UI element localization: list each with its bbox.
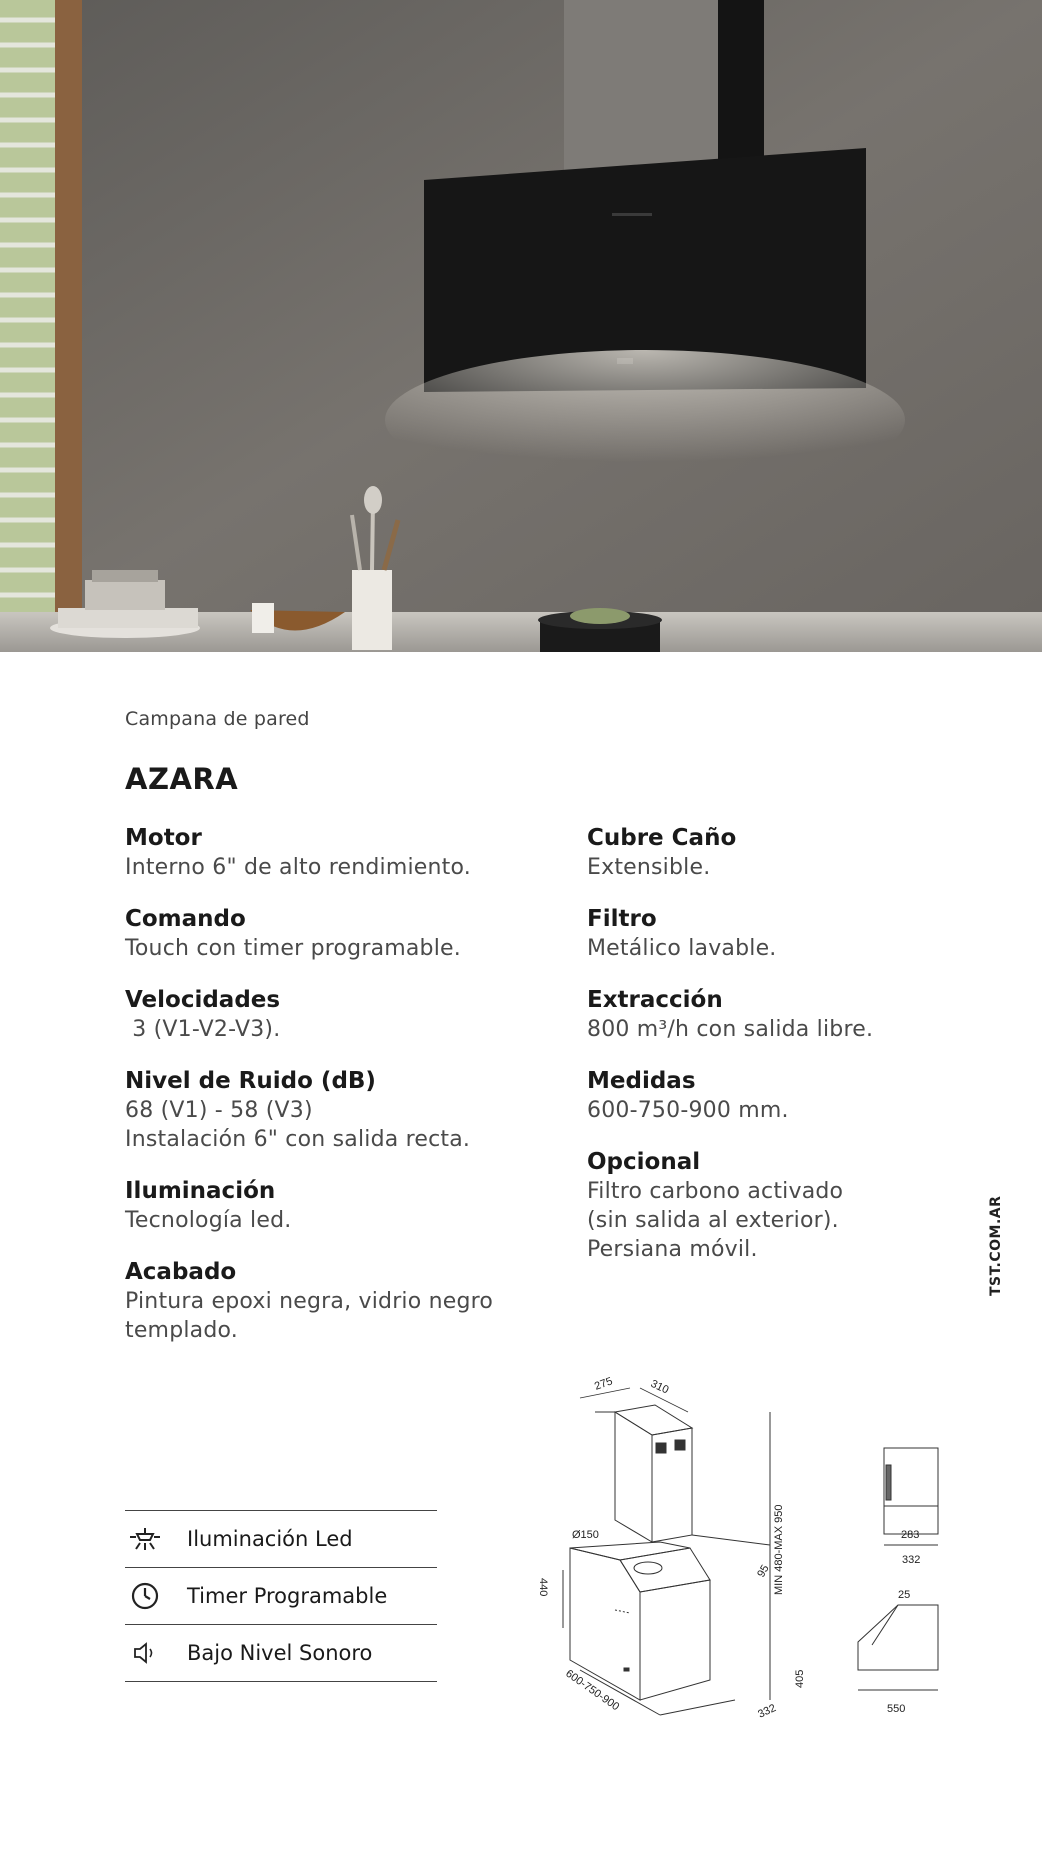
dim-label: 405 [794,1669,806,1688]
dim-label: 440 [537,1578,549,1597]
spec-acabado [125,1258,545,1345]
spec-label: Comando [125,906,246,932]
dim-label: 600-750-900 [563,1667,622,1714]
spec-nivel-ruido [125,1067,545,1154]
feature-item [125,1568,437,1625]
spec-value: 600-750-900 mm. [587,1098,789,1123]
spec-value: Tecnología led. [125,1208,292,1233]
spec-value: Instalación 6" con salida recta. [125,1127,471,1152]
spec-filtro [587,905,1007,963]
hood-side [640,1580,710,1700]
dim-label: 310 [648,1377,671,1397]
product-category: Campana de pared [125,708,310,730]
spec-extraccion [587,986,1007,1044]
spec-value: 3 (V1-V2-V3). [125,1017,281,1042]
chimney-front [615,1412,652,1542]
spec-value: templado. [125,1318,238,1343]
spec-value: Extensible. [587,855,711,880]
spec-value: 800 m³/h con salida libre. [587,1017,874,1042]
feature-label: Timer Programable [187,1584,388,1608]
feature-item [125,1511,437,1568]
spec-medidas [587,1067,1007,1125]
feature-list [125,1510,437,1682]
lamp-icon [125,1523,165,1555]
spec-value: Interno 6" de alto rendimiento. [125,855,471,880]
spec-label: Cubre Caño [587,825,737,851]
spec-column-left [125,824,545,1368]
dim-label: 275 [592,1375,615,1393]
spec-value: 68 (V1) - 58 (V3) [125,1098,313,1123]
dim-label: 95 [755,1562,772,1580]
dim-label: 25 [898,1589,911,1601]
spec-value: Filtro carbono activado [587,1179,844,1204]
spec-label: Extracción [587,987,723,1013]
product-title: AZARA [125,762,239,796]
side-view-top [884,1448,938,1534]
spec-column-right [587,824,1007,1287]
spec-label: Nivel de Ruido (dB) [125,1068,376,1094]
dim-label: MIN 480-MAX 950 [773,1504,785,1595]
dim-label: 283 [901,1529,920,1541]
spec-value: Touch con timer programable. [125,936,461,961]
dim-label: 550 [887,1703,906,1715]
spec-label: Medidas [587,1068,696,1094]
spec-opcional [587,1148,1007,1264]
spec-velocidades [125,986,545,1044]
clock-icon [125,1580,165,1612]
dim-label: Ø150 [572,1529,599,1541]
side-view-profile [858,1605,938,1670]
website-url: TST.COM.AR [988,1195,1004,1296]
spec-value: Pintura epoxi negra, vidrio negro [125,1289,494,1314]
spec-motor [125,824,545,882]
spec-label: Motor [125,825,202,851]
spec-label: Opcional [587,1149,701,1175]
dim-label: 332 [902,1554,921,1566]
spec-value: Metálico lavable. [587,936,777,961]
spec-iluminacion [125,1177,545,1235]
spec-comando [125,905,545,963]
hood-upper [620,1548,710,1592]
kitchen-photo [0,0,1042,652]
dim-label: 332 [756,1702,778,1721]
spec-label: Velocidades [125,987,281,1013]
dimension-drawing [520,1370,960,1740]
spec-label: Acabado [125,1259,237,1285]
spec-label: Iluminación [125,1178,276,1204]
spec-value: (sin salida al exterior). [587,1208,839,1233]
feature-label: Bajo Nivel Sonoro [187,1641,373,1665]
hero-photo [0,0,1042,652]
speaker-icon [125,1637,165,1669]
feature-item [125,1625,437,1682]
spec-label: Filtro [587,906,657,932]
feature-label: Iluminación Led [187,1527,353,1551]
spec-value: Persiana móvil. [587,1237,758,1262]
spec-cubre-cano [587,824,1007,882]
